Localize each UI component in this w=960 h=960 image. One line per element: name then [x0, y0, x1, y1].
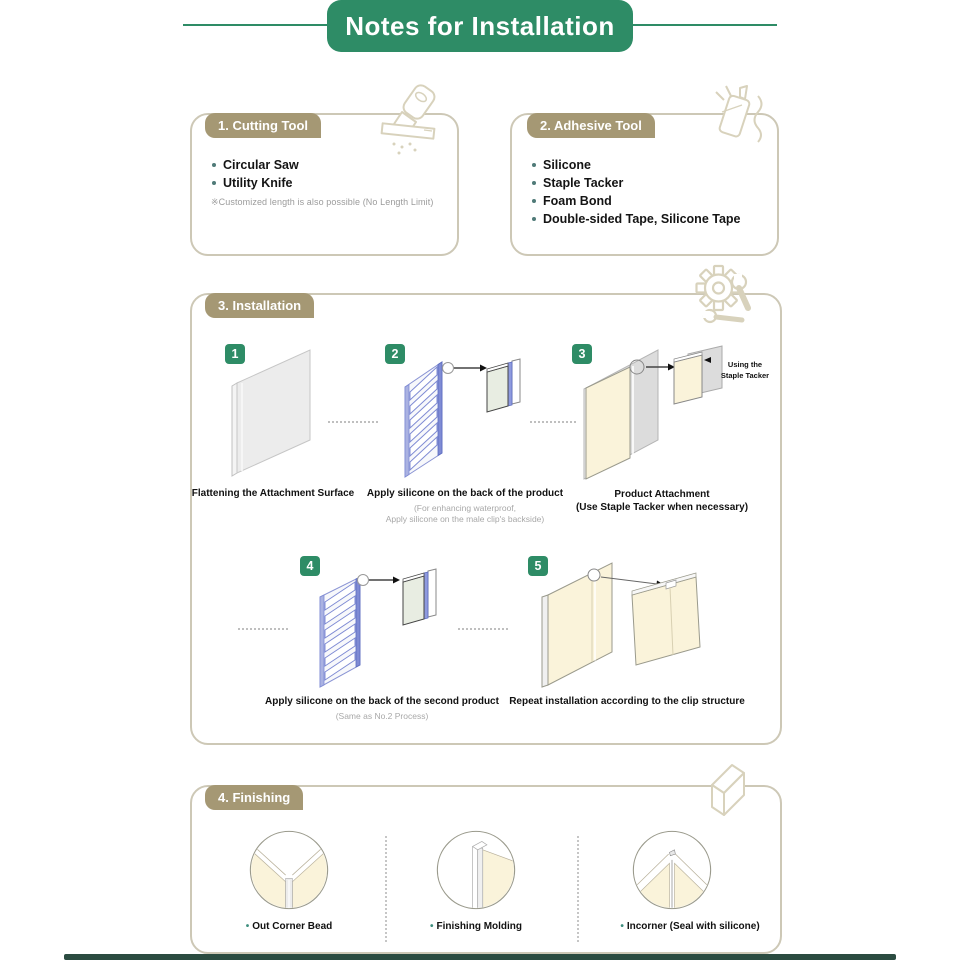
corner-molding-icon — [698, 757, 762, 819]
cutting-tool-list — [212, 156, 299, 192]
step-separator-dotted — [458, 628, 508, 630]
step3-annotation-line1: Using the — [727, 360, 763, 369]
step3-annotation — [718, 360, 772, 382]
list-item — [532, 156, 741, 174]
step-badge-4: 4 — [300, 556, 320, 576]
list-item-label: Utility Knife — [223, 176, 293, 190]
step-badge-5: 5 — [528, 556, 548, 576]
list-item — [212, 156, 299, 174]
finishing-caption-label: Finishing Molding — [436, 921, 523, 932]
list-item — [532, 192, 741, 210]
step3-caption2: (Use Staple Tacker when necessary) — [575, 501, 749, 513]
finishing-separator-dotted — [577, 836, 579, 942]
utility-knife-icon — [366, 84, 450, 160]
bullet-dot-icon — [532, 217, 536, 221]
finishing-molding-diagram — [434, 828, 518, 912]
section-header-finishing: 4. Finishing — [205, 785, 303, 810]
finishing-caption-label: Incorner (Seal with silicone) — [626, 921, 760, 932]
step4-subcaption: (Same as No.2 Process) — [335, 710, 429, 721]
list-item-label: Foam Bond — [543, 194, 612, 208]
list-item — [532, 210, 741, 228]
step2-subcaption-2: Apply silicone on the male clip's backside) — [385, 513, 545, 524]
title-left-rule — [183, 24, 327, 26]
page-title: Notes for Installation — [345, 10, 615, 41]
bullet-dot-icon: • — [429, 921, 434, 932]
step4-caption: Apply silicone on the back of the second product — [265, 696, 499, 707]
step5-caption: Repeat installation according to the clip structure — [509, 696, 745, 707]
step-separator-dotted — [238, 628, 288, 630]
section-header-adhesive-tool: 2. Adhesive Tool — [527, 113, 655, 138]
list-item — [532, 174, 741, 192]
list-item-label: Silicone — [543, 158, 591, 172]
bullet-dot-icon: • — [620, 921, 624, 932]
step3-annotation-line2: Staple Tacker — [720, 370, 770, 380]
step4-caption-block — [262, 696, 502, 722]
finishing-caption-label: Out Corner Bead — [252, 921, 333, 932]
step-badge-1: 1 — [225, 344, 245, 364]
step3-caption: Product Attachment — [614, 489, 710, 500]
title-right-rule — [633, 24, 777, 26]
list-item-label: Double-sided Tape, Silicone Tape — [543, 212, 741, 226]
bullet-dot-icon — [212, 163, 216, 167]
step5-repeat-diagram — [520, 555, 750, 695]
bullet-dot-icon — [532, 181, 536, 185]
step-badge-3: 3 — [572, 344, 592, 364]
section-header-installation: 3. Installation — [205, 293, 314, 318]
finishing-caption-1 — [189, 921, 389, 932]
section-header-cutting-tool: 1. Cutting Tool — [205, 113, 321, 138]
list-item-label: Circular Saw — [223, 158, 299, 172]
step1-caption: Flattening the Attachment Surface — [191, 488, 355, 499]
bullet-dot-icon — [532, 199, 536, 203]
incorner-diagram — [630, 828, 714, 912]
step2-caption-block — [345, 488, 585, 525]
out-corner-bead-diagram — [247, 828, 331, 912]
finishing-caption-2 — [376, 921, 576, 932]
bullet-dot-icon: • — [245, 921, 250, 932]
step-badge-2: 2 — [385, 344, 405, 364]
step3-caption-block — [552, 489, 772, 514]
bullet-dot-icon — [532, 163, 536, 167]
bottom-accent-bar — [64, 954, 896, 960]
list-item — [212, 174, 299, 192]
step4-silicone-panel-diagram — [295, 555, 445, 700]
gear-wrench-icon — [690, 262, 762, 330]
bullet-dot-icon — [212, 181, 216, 185]
finishing-caption-3 — [590, 921, 790, 932]
silicone-tube-icon — [696, 84, 772, 156]
cutting-tool-note: ※Customized length is also possible (No Length Limit) — [211, 197, 434, 207]
page-title-band — [327, 0, 633, 52]
step-separator-dotted — [328, 421, 378, 423]
step2-caption: Apply silicone on the back of the product — [366, 488, 564, 499]
step2-silicone-panel-diagram — [380, 350, 540, 485]
step2-subcaption-1: (For enhancing waterproof, — [413, 502, 517, 513]
list-item-label: Staple Tacker — [543, 176, 624, 190]
adhesive-tool-list — [532, 156, 741, 228]
